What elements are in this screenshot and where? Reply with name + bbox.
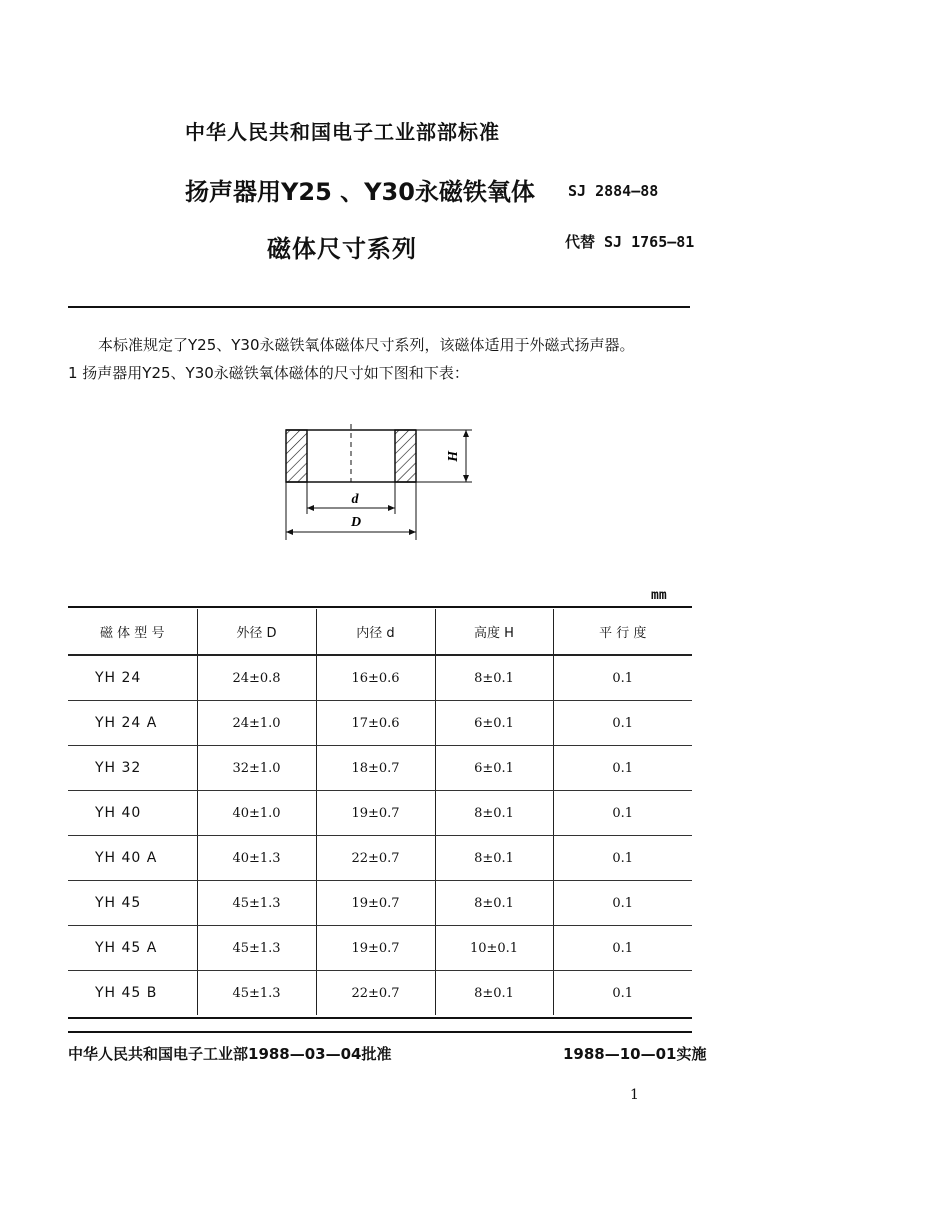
height-dimension [416, 430, 472, 482]
table-row [68, 746, 692, 791]
cell-model: YH 32 [68, 746, 197, 791]
table-row [68, 881, 692, 926]
cell-inner-diameter: 22±0.7 [316, 836, 435, 881]
cell-outer-diameter: 32±1.0 [197, 746, 316, 791]
cell-outer-diameter: 24±0.8 [197, 655, 316, 701]
cell-outer-diameter: 45±1.3 [197, 971, 316, 1016]
cell-height: 8±0.1 [435, 971, 553, 1016]
cell-model: YH 45 [68, 881, 197, 926]
cell-height: 6±0.1 [435, 701, 553, 746]
cell-height: 8±0.1 [435, 881, 553, 926]
cell-model: YH 40 A [68, 836, 197, 881]
header-inner-diameter: 内径 d [316, 609, 435, 655]
clause-1-paragraph: 1 扬声器用Y25、Y30永磁铁氧体磁体的尺寸如下图和下表： [68, 364, 469, 382]
footer-rule [68, 1031, 692, 1033]
header-parallelism: 平 行 度 [553, 609, 692, 655]
magnet-dimensions-table [68, 609, 692, 1015]
cell-parallelism: 0.1 [553, 881, 692, 926]
approval-line: 中华人民共和国电子工业部1988—03—04批准 [68, 1045, 392, 1063]
table-bottom-rule [68, 1017, 692, 1019]
cell-parallelism: 0.1 [553, 971, 692, 1016]
cell-parallelism: 0.1 [553, 655, 692, 701]
table-header-row [68, 609, 692, 655]
cell-inner-diameter: 19±0.7 [316, 791, 435, 836]
cell-inner-diameter: 19±0.7 [316, 926, 435, 971]
table-row [68, 926, 692, 971]
cell-parallelism: 0.1 [553, 926, 692, 971]
cell-model: YH 24 A [68, 701, 197, 746]
table-row [68, 701, 692, 746]
cell-outer-diameter: 40±1.0 [197, 791, 316, 836]
magnet-cross-section-figure [280, 420, 480, 545]
cell-inner-diameter: 22±0.7 [316, 971, 435, 1016]
table-row [68, 655, 692, 701]
cell-model: YH 24 [68, 655, 197, 701]
standard-number: SJ 2884—88 [568, 182, 659, 200]
cell-outer-diameter: 24±1.0 [197, 701, 316, 746]
document-title-line2: 磁体尺寸系列 [267, 235, 417, 263]
document-title-line1: 扬声器用Y25 、Y30永磁铁氧体 [185, 178, 535, 206]
header-height: 高度 H [435, 609, 553, 655]
table-row [68, 971, 692, 1016]
cell-model: YH 45 B [95, 985, 158, 1001]
cell-height: 8±0.1 [435, 836, 553, 881]
replaces-standard: 代替 SJ 1765—81 [565, 233, 695, 251]
unit-label: mm [651, 588, 667, 603]
cell-parallelism: 0.1 [553, 836, 692, 881]
inner-diameter-label: d [351, 492, 359, 507]
table-row [68, 791, 692, 836]
cell-inner-diameter: 16±0.6 [316, 655, 435, 701]
cell-outer-diameter: 45±1.3 [197, 881, 316, 926]
table-row [68, 836, 692, 881]
cell-model: YH 45 A [68, 926, 197, 971]
cell-height: 10±0.1 [435, 926, 553, 971]
cell-model: YH 40 [68, 791, 197, 836]
effective-date: 1988—10—01实施 [563, 1045, 707, 1063]
height-label: H [444, 450, 459, 462]
cell-inner-diameter: 17±0.6 [316, 701, 435, 746]
cell-outer-diameter: 45±1.3 [197, 926, 316, 971]
header-model: 磁 体 型 号 [68, 609, 197, 655]
page-number: 1 [630, 1087, 639, 1103]
scope-paragraph: 本标准规定了Y25、Y30永磁铁氧体磁体尺寸系列，该磁体适用于外磁式扬声器。 [98, 336, 635, 354]
cell-height: 8±0.1 [435, 655, 553, 701]
cell-outer-diameter: 40±1.3 [197, 836, 316, 881]
cell-height: 6±0.1 [435, 746, 553, 791]
issuing-authority: 中华人民共和国电子工业部部标准 [185, 120, 500, 144]
header-rule [68, 306, 690, 308]
header-outer-diameter: 外径 D [197, 609, 316, 655]
cell-parallelism: 0.1 [553, 746, 692, 791]
cell-parallelism: 0.1 [553, 701, 692, 746]
table-top-rule [68, 606, 692, 608]
cell-inner-diameter: 19±0.7 [316, 881, 435, 926]
cell-parallelism: 0.1 [553, 791, 692, 836]
outer-diameter-label: D [350, 515, 362, 530]
cell-inner-diameter: 18±0.7 [316, 746, 435, 791]
cell-height: 8±0.1 [435, 791, 553, 836]
outer-diameter-dimension [286, 482, 416, 540]
